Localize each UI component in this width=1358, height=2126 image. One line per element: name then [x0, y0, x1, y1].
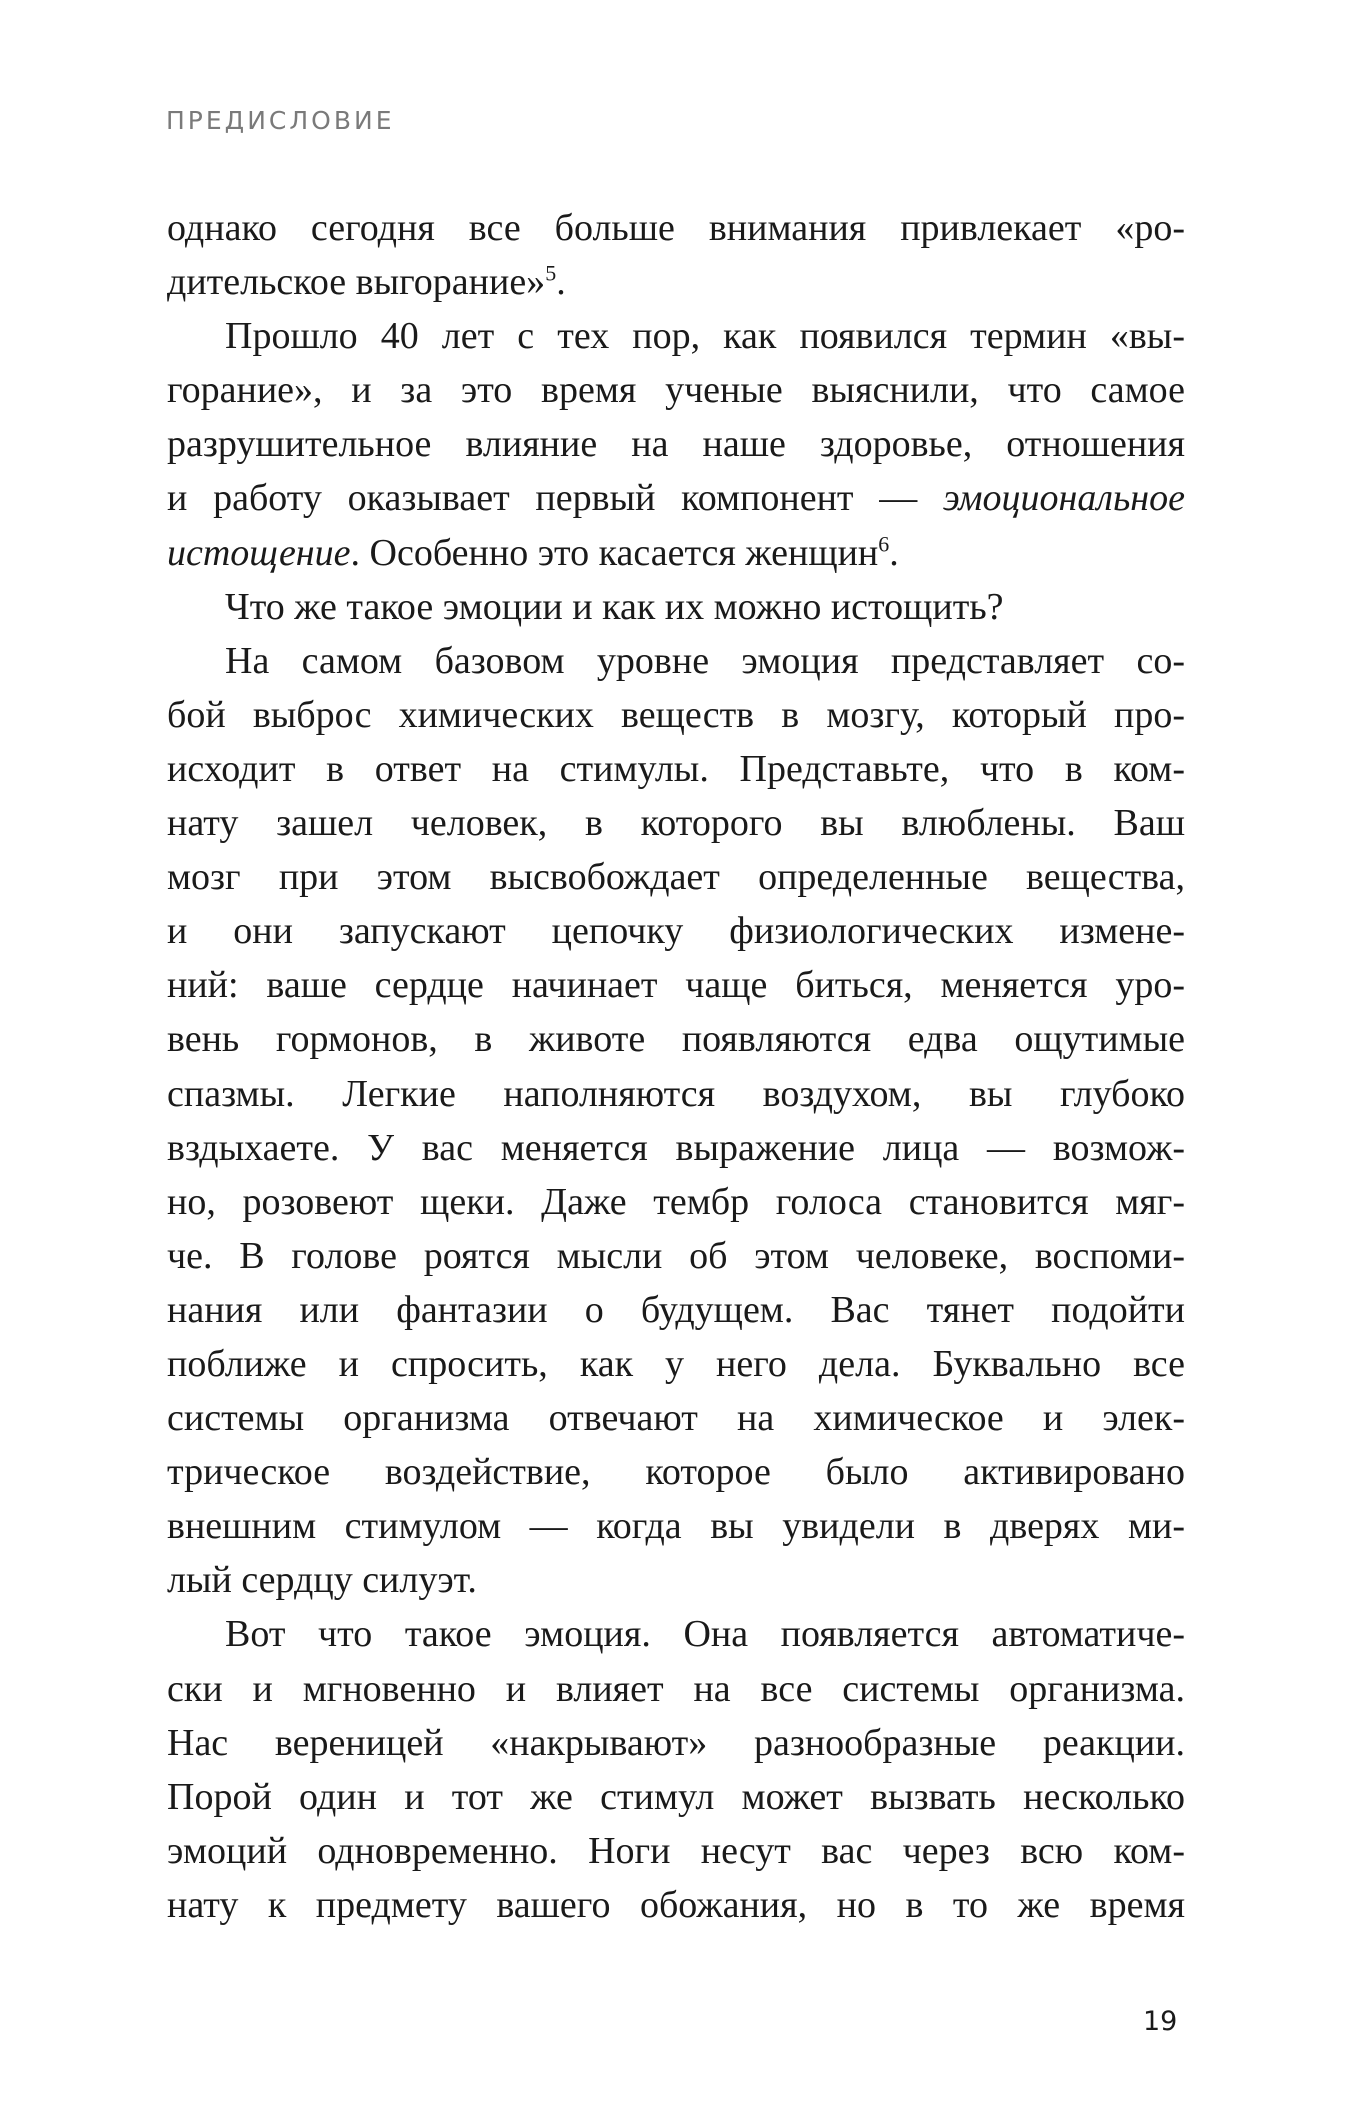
text-line [167, 634, 1185, 688]
text-line [167, 1878, 1185, 1932]
text-line [167, 1445, 1185, 1499]
text-line [167, 471, 1185, 525]
text-line [167, 1283, 1185, 1337]
text-segment: нату зашел человек, в которого вы влюблены. Ваш [167, 802, 1185, 845]
text-line [167, 796, 1185, 850]
text-segment: эмоций одновременно. Ноги несут вас через всю ком- [167, 1829, 1185, 1872]
text-line [167, 1824, 1185, 1878]
text-line [167, 580, 1185, 634]
text-segment: горание», и за это время ученые выяснили, что самое [167, 369, 1185, 412]
text-segment: внешним стимулом — когда вы увидели в дверях ми- [167, 1505, 1185, 1548]
text-segment: вздыхаете. У вас меняется выражение лица — возмож- [167, 1126, 1185, 1169]
footnote-ref: 5 [545, 260, 557, 286]
text-segment: исходит в ответ на стимулы. Представьте, что в ком- [167, 747, 1185, 790]
text-segment: и работу оказывает первый компонент — [167, 477, 943, 520]
text-segment: На самом базовом уровне эмоция представляет со- [225, 639, 1185, 682]
text-segment: Порой один и тот же стимул может вызвать несколько [167, 1775, 1185, 1818]
footnote-ref: 6 [878, 530, 890, 556]
text-line [167, 1121, 1185, 1175]
text-segment: трическое воздействие, которое было активировано [167, 1451, 1185, 1494]
text-line [167, 363, 1185, 417]
running-head: ПРЕДИСЛОВИЕ [166, 106, 395, 135]
text-segment: ски и мгновенно и влияет на все системы организма. [167, 1667, 1185, 1710]
page-number: 19 [1143, 2006, 1178, 2037]
text-line [167, 1337, 1185, 1391]
text-segment: Вот что такое эмоция. Она появляется автоматиче- [225, 1613, 1185, 1656]
text-segment: бой выброс химических веществ в мозгу, который про- [167, 693, 1185, 736]
text-line [167, 255, 1185, 309]
text-line [167, 688, 1185, 742]
text-segment: однако сегодня все больше внимания привлекает «ро- [167, 207, 1185, 249]
italic-text: истощение [167, 531, 351, 574]
text-line [167, 1391, 1185, 1445]
text-line [167, 1499, 1185, 1553]
text-segment: спазмы. Легкие наполняются воздухом, вы глубоко [167, 1072, 1185, 1115]
text-segment: Прошло 40 лет с тех пор, как появился термин «вы- [225, 315, 1185, 358]
text-line [167, 958, 1185, 1012]
italic-text: эмоциональное [943, 477, 1185, 520]
text-segment: Нас вереницей «накрывают» разнообразные реакции. [167, 1721, 1185, 1764]
text-segment: . [889, 531, 899, 574]
text-line [167, 1012, 1185, 1066]
text-line [167, 1607, 1185, 1661]
text-segment: системы организма отвечают на химическое и элек- [167, 1397, 1185, 1440]
text-line [167, 1067, 1185, 1121]
text-line [167, 201, 1185, 255]
text-segment: вень гормонов, в животе появляются едва ощутимые [167, 1018, 1185, 1061]
body-text [167, 201, 1185, 1932]
text-line [167, 742, 1185, 796]
text-line [167, 1229, 1185, 1283]
text-segment: поближе и спросить, как у него дела. Буквально все [167, 1342, 1185, 1385]
text-line [167, 1770, 1185, 1824]
text-segment: нату к предмету вашего обожания, но в то же время [167, 1883, 1185, 1926]
text-segment: лый сердцу силуэт. [167, 1559, 477, 1602]
text-segment: дительское выгорание» [167, 261, 546, 304]
text-line [167, 904, 1185, 958]
text-line [167, 309, 1185, 363]
text-segment: ний: ваше сердце начинает чаще биться, меняется уро- [167, 964, 1185, 1007]
text-segment: . [556, 261, 566, 304]
text-segment: . Особенно это касается женщин [350, 531, 879, 574]
text-line [167, 1716, 1185, 1770]
text-segment: но, розовеют щеки. Даже тембр голоса становится мяг- [167, 1180, 1185, 1223]
text-segment: че. В голове роятся мысли об этом человеке, воспоми- [167, 1234, 1185, 1277]
text-line [167, 417, 1185, 471]
text-segment: разрушительное влияние на наше здоровье, отношения [167, 423, 1185, 466]
text-segment: нания или фантазии о будущем. Вас тянет подойти [167, 1288, 1185, 1331]
text-line [167, 1175, 1185, 1229]
text-line [167, 1662, 1185, 1716]
text-line [167, 526, 1185, 580]
text-line [167, 850, 1185, 904]
text-segment: Что же такое эмоции и как их можно истощить? [225, 585, 1004, 628]
text-line [167, 1553, 1185, 1607]
text-segment: и они запускают цепочку физиологических измене- [167, 910, 1185, 953]
text-segment: мозг при этом высвобождает определенные вещества, [167, 856, 1185, 899]
